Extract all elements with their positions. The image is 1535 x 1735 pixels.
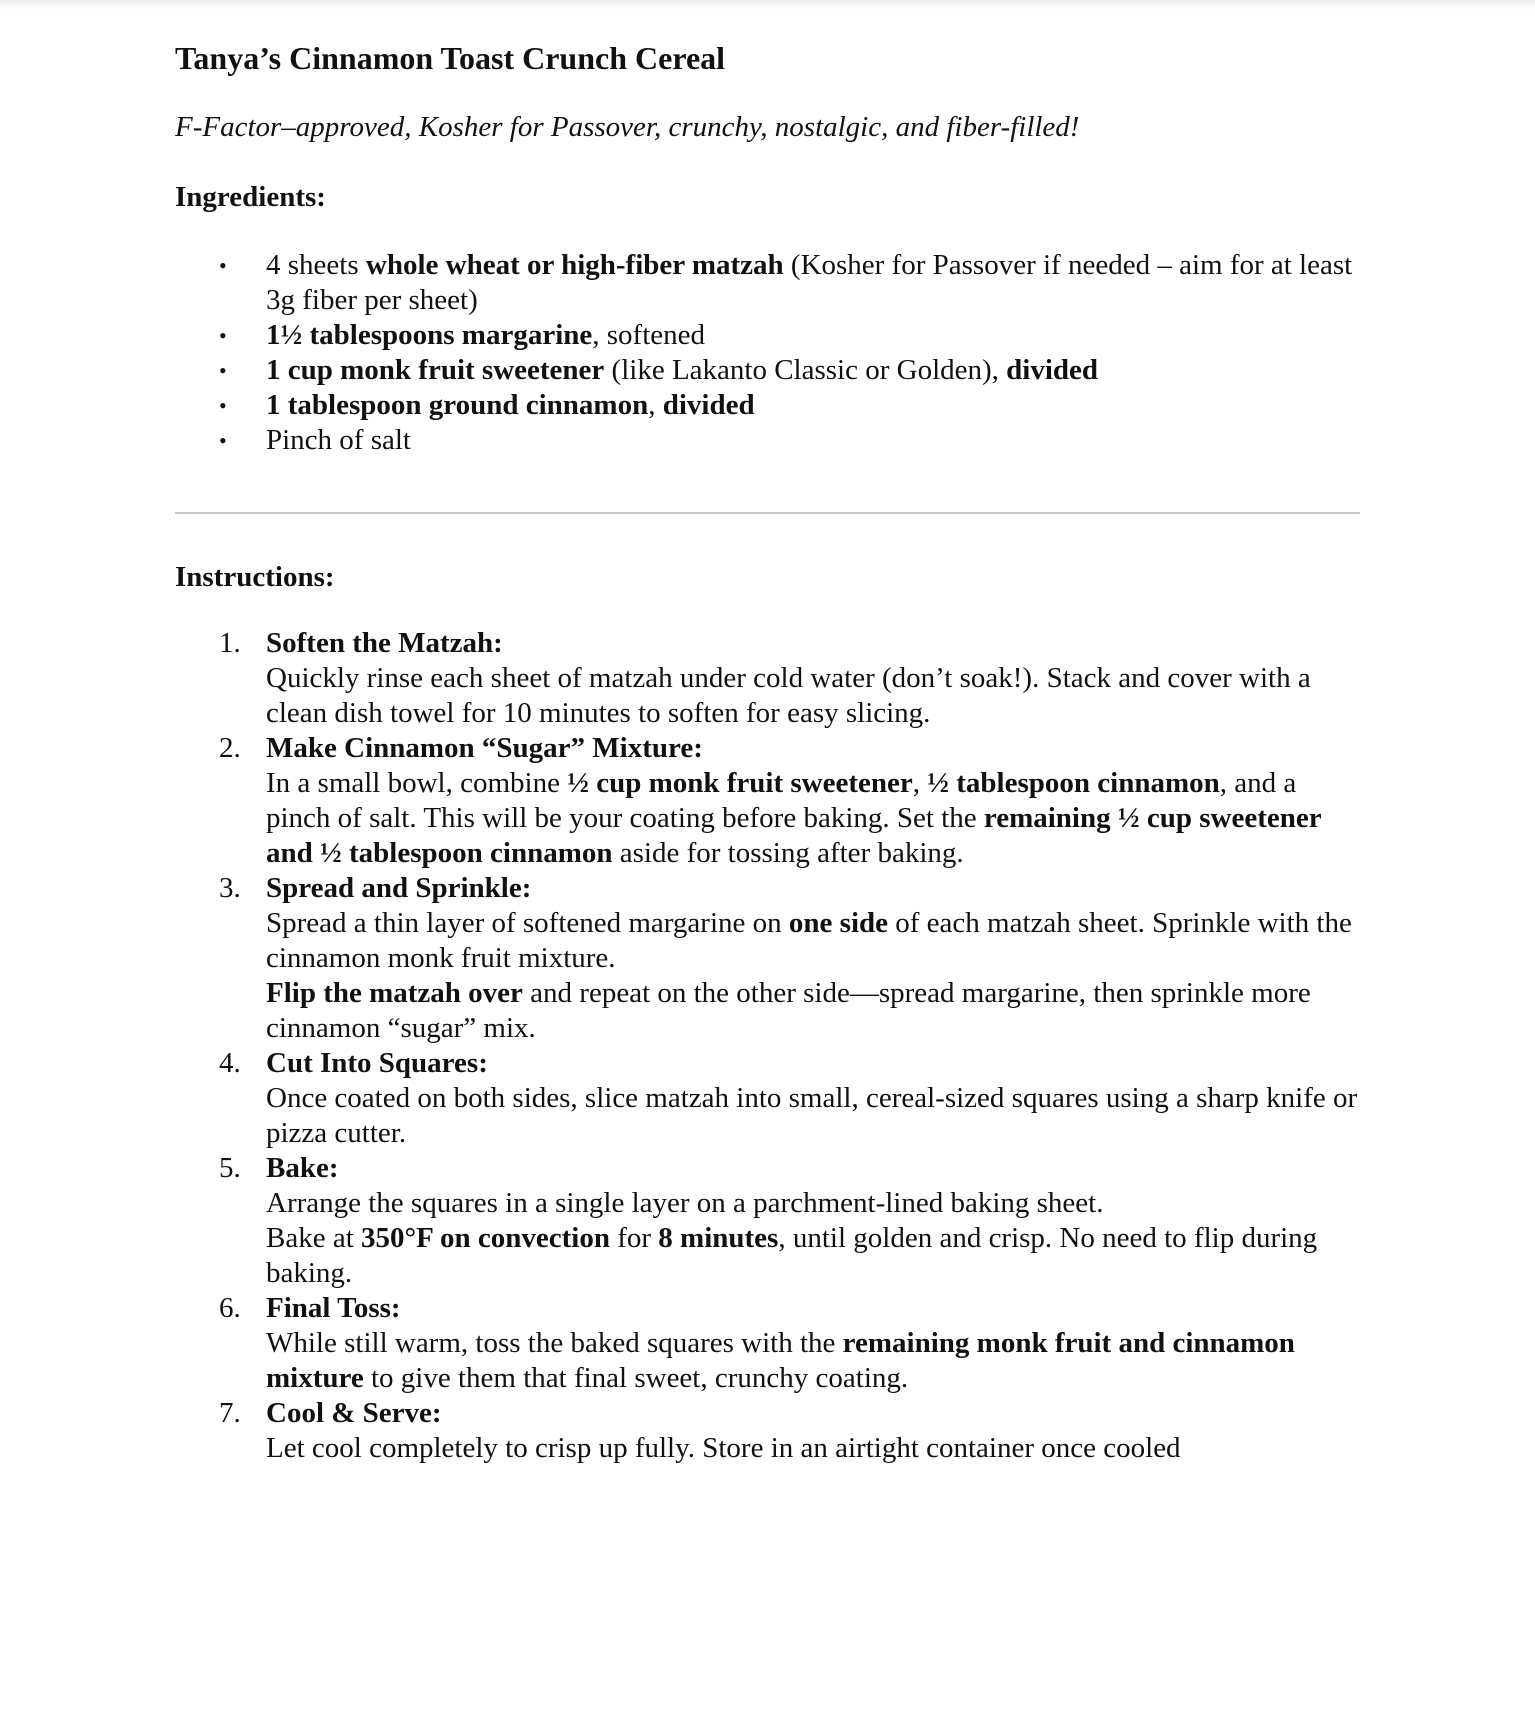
- instruction-step: [175, 1046, 1365, 1151]
- ingredient-bold-text: 1½ tablespoons margarine: [266, 319, 593, 351]
- step-text: of each matzah sheet. Sprinkle with the cinnamon monk fruit mixture.: [266, 907, 1352, 974]
- instructions-list: [175, 626, 1365, 1466]
- step-description: [266, 1326, 1365, 1396]
- ingredient-bold-text: divided: [1006, 354, 1099, 386]
- ingredient-text: ,: [648, 389, 663, 421]
- step-title: Spread and Sprinkle:: [266, 872, 532, 904]
- ingredient-text: , softened: [592, 319, 705, 351]
- step-description: [266, 766, 1365, 871]
- instruction-step: [175, 626, 1365, 731]
- section-divider: [175, 512, 1360, 514]
- ingredient-item: [175, 388, 1365, 423]
- instruction-step: [175, 1151, 1365, 1291]
- step-number: 7.: [219, 1397, 241, 1429]
- bullet-marker: •: [219, 323, 227, 348]
- step-title: Cut Into Squares:: [266, 1047, 488, 1079]
- step-number: 5.: [219, 1152, 241, 1184]
- step-title: Make Cinnamon “Sugar” Mixture:: [266, 732, 703, 764]
- step-text: to give them that final sweet, crunchy coating.: [363, 1362, 909, 1394]
- step-text: Once coated on both sides, slice matzah into small, cereal-sized squares using a sharp knife or pizza cutter.: [266, 1082, 1358, 1149]
- step-text: for: [609, 1222, 659, 1254]
- step-description: [266, 1186, 1365, 1221]
- instruction-step: [175, 1291, 1365, 1396]
- step-description: [266, 976, 1365, 1046]
- step-description: [266, 906, 1365, 976]
- step-text: Let cool completely to crisp up fully. Store in an airtight container once cooled: [266, 1432, 1181, 1464]
- step-title: Cool & Serve:: [266, 1397, 442, 1429]
- recipe-subtitle: F-Factor–approved, Kosher for Passover, crunchy, nostalgic, and fiber-filled!: [175, 111, 1080, 143]
- step-number: 3.: [219, 872, 241, 904]
- top-edge-shadow: [0, 0, 1535, 10]
- step-number: 2.: [219, 732, 241, 764]
- step-bold-text: remaining ½ cup sweetener and ½ tablespoon cinnamon: [266, 802, 1322, 869]
- step-text: Quickly rinse each sheet of matzah under cold water (don’t soak!). Stack and cover with a clean dish towel for 10 minutes to soften for easy slicing.: [266, 662, 1311, 729]
- ingredient-bold-text: divided: [662, 389, 755, 421]
- ingredient-item: [175, 318, 1365, 353]
- step-text: While still warm, toss the baked squares with the: [266, 1327, 843, 1359]
- step-text: , until golden and crisp. No need to flip during baking.: [266, 1222, 1318, 1289]
- bullet-marker: •: [219, 393, 227, 418]
- step-bold-text: ½ tablespoon cinnamon: [927, 767, 1220, 799]
- step-text: Arrange the squares in a single layer on a parchment-lined baking sheet.: [266, 1187, 1104, 1219]
- bullet-marker: •: [219, 358, 227, 383]
- step-number: 1.: [219, 627, 241, 659]
- step-text: aside for tossing after baking.: [612, 837, 964, 869]
- ingredients-list: [175, 248, 1365, 458]
- instruction-step: [175, 871, 1365, 1046]
- step-title: Soften the Matzah:: [266, 627, 503, 659]
- step-title: Bake:: [266, 1152, 339, 1184]
- ingredient-text: (like Lakanto Classic or Golden),: [604, 354, 1007, 386]
- step-bold-text: one side: [788, 907, 888, 939]
- step-bold-text: Flip the matzah over: [266, 977, 523, 1009]
- bullet-marker: •: [219, 253, 227, 278]
- instructions-heading: Instructions:: [175, 561, 335, 593]
- step-bold-text: ½ cup monk fruit sweetener: [567, 767, 913, 799]
- step-text: In a small bowl, combine: [266, 767, 568, 799]
- step-description: [266, 1221, 1365, 1291]
- ingredient-text: (Kosher for Passover if needed – aim for at least 3g fiber per sheet): [266, 249, 1353, 316]
- ingredient-bold-text: 1 tablespoon ground cinnamon: [266, 389, 649, 421]
- step-description: [266, 661, 1365, 731]
- instruction-step: [175, 731, 1365, 871]
- bullet-marker: •: [219, 428, 227, 453]
- document-page: [175, 36, 1365, 1466]
- step-bold-text: 8 minutes: [658, 1222, 779, 1254]
- step-text: Spread a thin layer of softened margarine on: [266, 907, 789, 939]
- step-text: and repeat on the other side—spread margarine, then sprinkle more cinnamon “sugar” mix.: [266, 977, 1311, 1044]
- step-text: Bake at: [266, 1222, 362, 1254]
- ingredient-bold-text: whole wheat or high-fiber matzah: [365, 249, 784, 281]
- ingredient-text: 4 sheets: [266, 249, 366, 281]
- step-description: [266, 1431, 1365, 1466]
- ingredient-text: Pinch of salt: [266, 424, 411, 456]
- recipe-title: Tanya’s Cinnamon Toast Crunch Cereal: [175, 40, 726, 76]
- instruction-step: [175, 1396, 1365, 1466]
- ingredient-item: [175, 353, 1365, 388]
- step-text: , and a pinch of salt. This will be your coating before baking. Set the: [266, 767, 1297, 834]
- ingredient-bold-text: 1 cup monk fruit sweetener: [266, 354, 605, 386]
- step-number: 6.: [219, 1292, 241, 1324]
- ingredient-item: [175, 248, 1365, 318]
- step-bold-text: 350°F on convection: [361, 1222, 610, 1254]
- ingredients-heading: Ingredients:: [175, 181, 326, 213]
- step-bold-text: remaining monk fruit and cinnamon mixture: [266, 1327, 1295, 1394]
- ingredient-item: [175, 423, 1365, 458]
- step-text: ,: [912, 767, 928, 799]
- step-title: Final Toss:: [266, 1292, 401, 1324]
- step-description: [266, 1081, 1365, 1151]
- step-number: 4.: [219, 1047, 241, 1079]
